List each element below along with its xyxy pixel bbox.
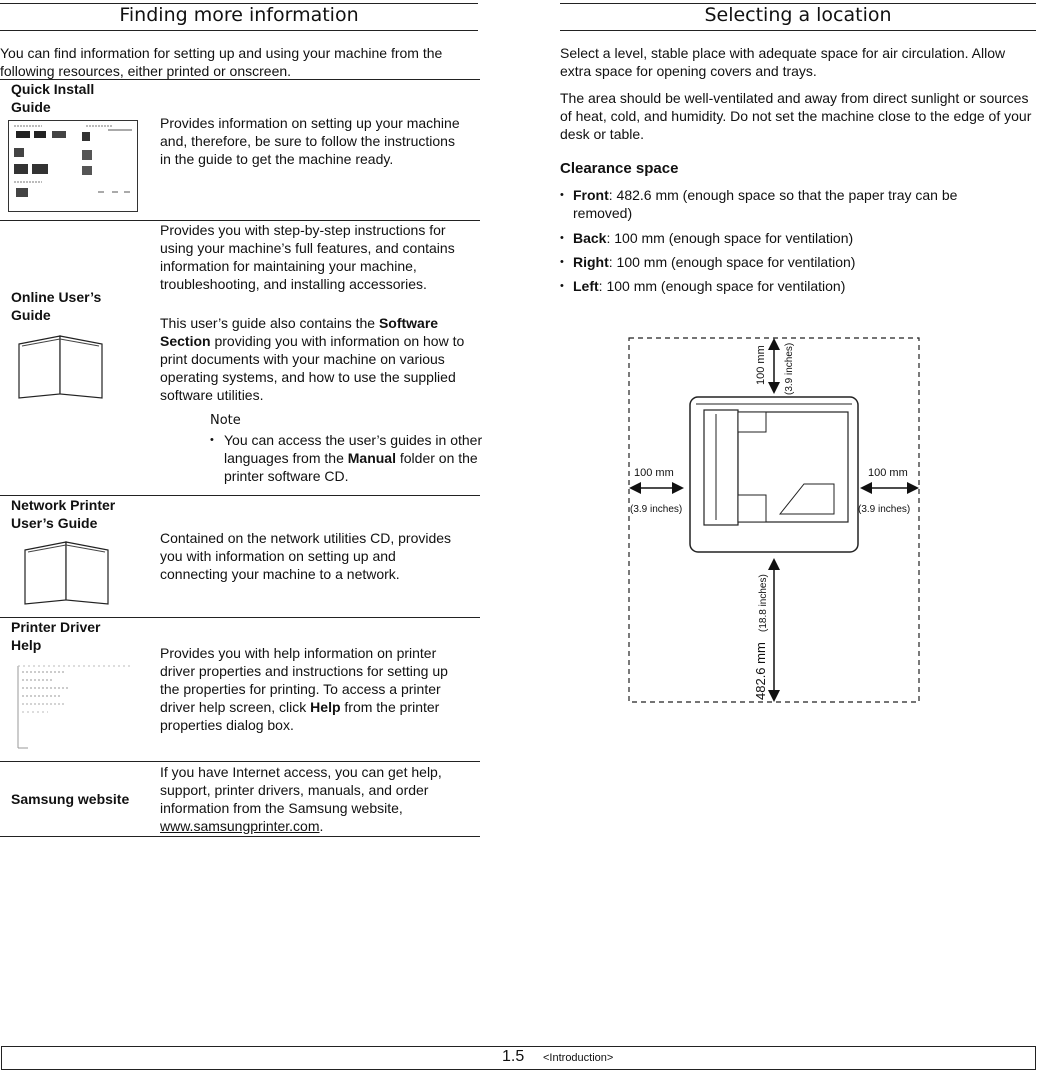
clearance-item-label: Back [573,230,607,246]
right-section-title: Selecting a location [704,4,892,26]
printer-driver-help-description [160,644,470,734]
footer-page-number: 1.5 [502,1048,525,1065]
clearance-item-label: Right [573,254,609,270]
right-title-bottom-rule [560,30,1036,31]
network-printer-guide-description: Contained on the network utilities CD, provides you with information on setting up and connecting your machine to a network. [160,530,452,582]
note-heading: Note [210,413,241,428]
software-section-emphasis: Software Section [160,315,439,349]
clearance-heading: Clearance space [560,160,679,177]
manual-emphasis: Manual [347,450,396,466]
online-users-guide-desc-2-pre: This user’s guide also contains the [160,315,379,331]
clearance-item-right [560,253,1037,271]
network-printer-guide-label: Network Printer User’s Guide [11,497,116,531]
left-clearance-mm: 100 mm [634,467,674,479]
clearance-item-back [560,229,1037,247]
quick-install-guide-description: Provides information on setting up your machine and, therefore, be sure to follow the instructions in the guide to get the machine ready. [160,115,460,167]
note-pre: You can access the user’s guides in other languages from the [224,432,483,466]
driver-help-desc-pre: Provides you with help information on printer driver properties and instructions for setting up the properties for printing. To access a printer driver help screen, click [160,645,448,715]
top-clearance-mm: 100 mm [755,345,767,385]
note-post: folder on the printer software CD. [224,450,478,484]
driver-help-thumbnail [14,662,134,752]
row-divider [0,761,480,762]
note-item [210,431,486,485]
samsung-website-label: Samsung website [11,791,130,807]
link-suffix: . [319,818,324,834]
quick-install-guide-label: Quick Install Guide [11,81,95,115]
clearance-item-left [560,277,1037,295]
clearance-item-front [560,186,1013,222]
samsung-website-description [160,763,472,835]
online-users-guide-description-1: Provides you with step-by-step instructions for using your machine’s full features, and contains information for maintaining your machine, troubleshooting, and installing accessories. [160,222,455,292]
row-divider [0,836,480,837]
open-book-icon [16,332,106,400]
right-clearance-in: (3.9 inches) [858,504,911,515]
clearance-item-label: Front [573,187,609,203]
open-book-icon [22,538,112,606]
clearance-diagram [620,330,930,710]
clearance-item-text: : 100 mm (enough space for ventilation) [608,254,856,270]
left-section-title: Finding more information [119,4,359,26]
help-emphasis: Help [310,699,341,715]
online-users-guide-description-2 [160,314,470,404]
online-users-guide-label: Online User’s Guide [11,289,102,323]
machine-top-view [690,397,858,552]
footer-chapter: <Introduction> [543,1052,614,1064]
online-users-guide-desc-2-post: providing you with information on how to print documents with your machine on various operating systems, and how to use the supplied software utilities. [160,333,465,403]
clearance-item-text: : 100 mm (enough space for ventilation) [598,278,846,294]
left-title-bottom-rule [0,30,478,31]
quick-install-guide-thumbnail [8,120,138,212]
left-intro: You can find information for setting up and using your machine from the following resources, either printed or onscreen. [0,45,443,79]
printer-driver-help-label: Printer Driver Help [11,619,101,653]
bottom-clearance-mm: 482.6 mm [753,642,768,700]
location-paragraph-2: The area should be well-ventilated and away from direct sunlight or sources of heat, cold, and humidity. Do not set the machine close to the edge of your desk or table. [560,90,1032,142]
location-paragraph-1: Select a level, stable place with adequate space for air circulation. Allow extra space for opening covers and trays. [560,45,1006,79]
top-clearance-in: (3.9 inches) [784,342,795,395]
clearance-item-text: : 482.6 mm (enough space so that the paper tray can be removed) [573,187,958,221]
left-clearance-in: (3.9 inches) [630,504,683,515]
right-clearance-mm: 100 mm [868,467,908,479]
bottom-clearance-in: (18.8 inches) [758,574,769,632]
samsung-website-text: If you have Internet access, you can get help, support, printer drivers, manuals, and order information from the Samsung website, [160,764,442,816]
clearance-item-text: : 100 mm (enough space for ventilation) [606,230,854,246]
clearance-item-label: Left [573,278,599,294]
driver-help-desc-post: from the printer properties dialog box. [160,699,440,733]
samsung-website-link[interactable]: www.samsungprinter.com [160,818,320,834]
